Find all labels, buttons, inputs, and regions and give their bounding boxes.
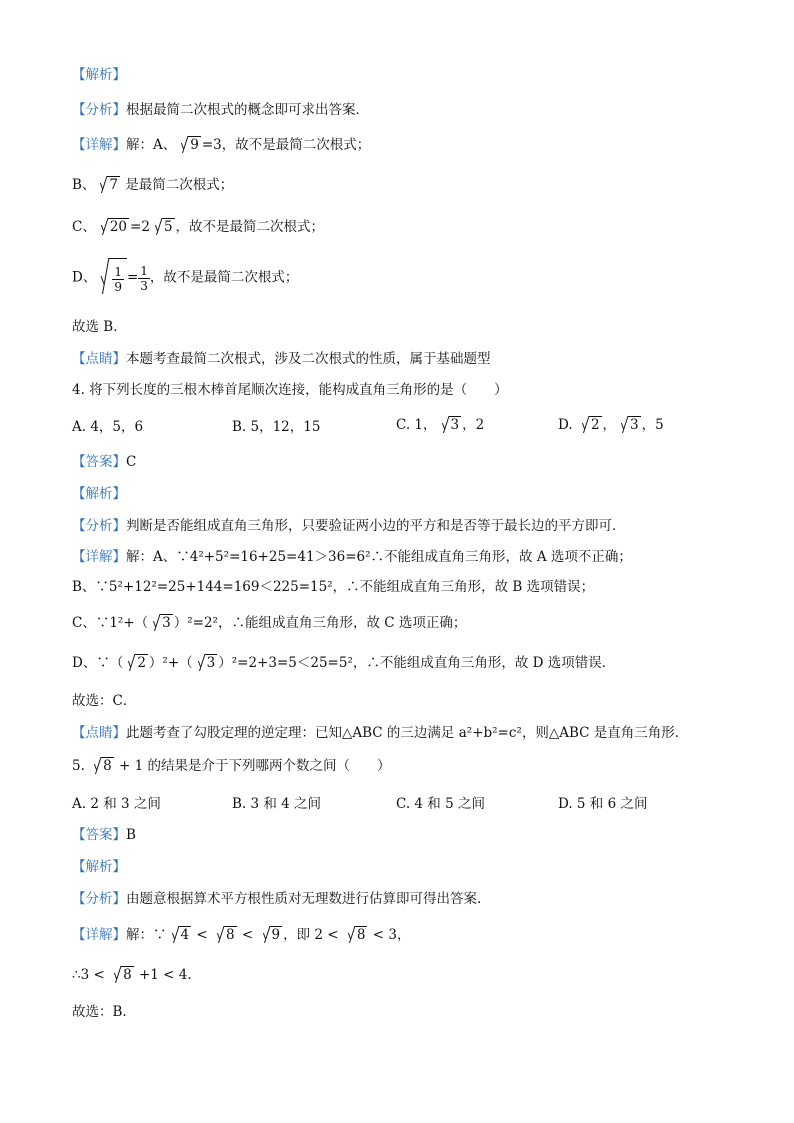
q5-detail-2: ∴3 < 8 +1 < 4. <box>72 967 192 983</box>
comment-line-1: 【点睛】本题考查最简二次根式，涉及二次根式的性质，属于基础题型 <box>72 351 491 367</box>
q4-option-d: D. 2 ， 3 ，5 <box>558 417 664 433</box>
q4-analysis: 【分析】判断是否能组成直角三角形，只要验证两小边的平方和是否等于最长边的平方即可． <box>72 518 626 534</box>
jiexi-heading-1: 【解析】 <box>72 67 126 83</box>
q4-choose: 故选：C． <box>72 693 137 709</box>
sqrt-symbol: 3 <box>438 416 462 434</box>
choose-line-1: 故选 B． <box>72 319 127 335</box>
q5-option-c: C. 4 和 5 之间 <box>396 796 485 812</box>
sqrt-symbol: 3 <box>194 654 218 672</box>
jiexi-heading-q5: 【解析】 <box>72 859 126 875</box>
sqrt-symbol: 9 <box>259 926 283 944</box>
q4-answer: 【答案】C <box>72 454 137 470</box>
jiexi-heading-q4: 【解析】 <box>72 486 126 502</box>
sqrt-symbol: 8 <box>344 926 368 944</box>
q4-comment: 【点睛】此题考查了勾股定理的逆定理：已知△ABC 的三边满足 a²+b²=c²，则△ABC 是直角三角形． <box>72 725 689 741</box>
q5-answer: 【答案】B <box>72 827 136 843</box>
sqrt-symbol: 2 <box>124 654 148 672</box>
q4-option-a: A. 4，5，6 <box>72 419 144 435</box>
question-5-stem: 5. 8 + 1 的结果是介于下列哪两个数之间（ ） <box>72 758 391 774</box>
q5-analysis: 【分析】由题意根据算术平方根性质对无理数进行估算即可得出答案. <box>72 891 482 907</box>
sqrt-symbol: 7 <box>96 176 120 194</box>
q4-detail-c: C、∵1²+（ 3 ）²=2²，∴能组成直角三角形，故 C 选项正确； <box>72 615 467 631</box>
sqrt-symbol: 2 <box>578 416 602 434</box>
q5-option-a: A. 2 和 3 之间 <box>72 796 161 812</box>
detail-line-a-1: 【详解】解：A、 9 =3，故不是最简二次根式； <box>72 137 371 153</box>
sqrt-symbol: 3 <box>617 416 641 434</box>
detail-line-c-1: C、 20 =2 5 ，故不是最简二次根式； <box>72 219 325 235</box>
sqrt-symbol: 4 <box>168 926 192 944</box>
q4-option-c: C. 1， 3 ，2 <box>396 417 485 433</box>
q4-option-b: B. 5，12，15 <box>232 419 321 435</box>
sqrt-symbol: 8 <box>90 757 114 775</box>
detail-line-b-1: B、 7 是最简二次根式； <box>72 177 234 193</box>
sqrt-symbol: 9 <box>177 136 201 154</box>
q5-detail-1: 【详解】解：∵ 4 < 8 < 9 ，即 2 < 8 < 3， <box>72 927 411 943</box>
analysis-line-1: 【分析】根据最简二次根式的概念即可求出答案． <box>72 102 369 118</box>
sqrt-symbol: 3 <box>149 614 173 632</box>
sqrt-symbol: $\frac{1}{9}$ <box>96 258 127 298</box>
q5-choose: 故选：B. <box>72 1004 127 1020</box>
sqrt-symbol: 8 <box>110 966 134 984</box>
q4-detail-d: D、∵（ 2 ）²+（ 3 ）²=2+3=5＜25=5²，∴不能组成直角三角形，故 D 选项错误． <box>72 655 616 671</box>
q4-detail-b: B、∵5²+12²=25+144=169＜225=15²，∴不能组成直角三角形，故 B 选项错误； <box>72 579 595 595</box>
q5-option-b: B. 3 和 4 之间 <box>232 796 322 812</box>
detail-line-d-1: D、 $\frac{1}{9}$ = $\frac{1}{3}$ ，故不是最简二次根式； <box>72 258 298 298</box>
sqrt-symbol: 5 <box>151 218 175 236</box>
sqrt-symbol: 20 <box>97 218 129 236</box>
q4-detail-a: 【详解】解：A、∵4²+5²=16+25=41＞36=6²∴不能组成直角三角形，故 A 选项不正确； <box>72 549 632 565</box>
question-4-stem: 4. 将下列长度的三根木棒首尾顺次连接，能构成直角三角形的是（ ） <box>72 382 508 398</box>
q5-option-d: D. 5 和 6 之间 <box>558 796 648 812</box>
sqrt-symbol: 8 <box>213 926 237 944</box>
